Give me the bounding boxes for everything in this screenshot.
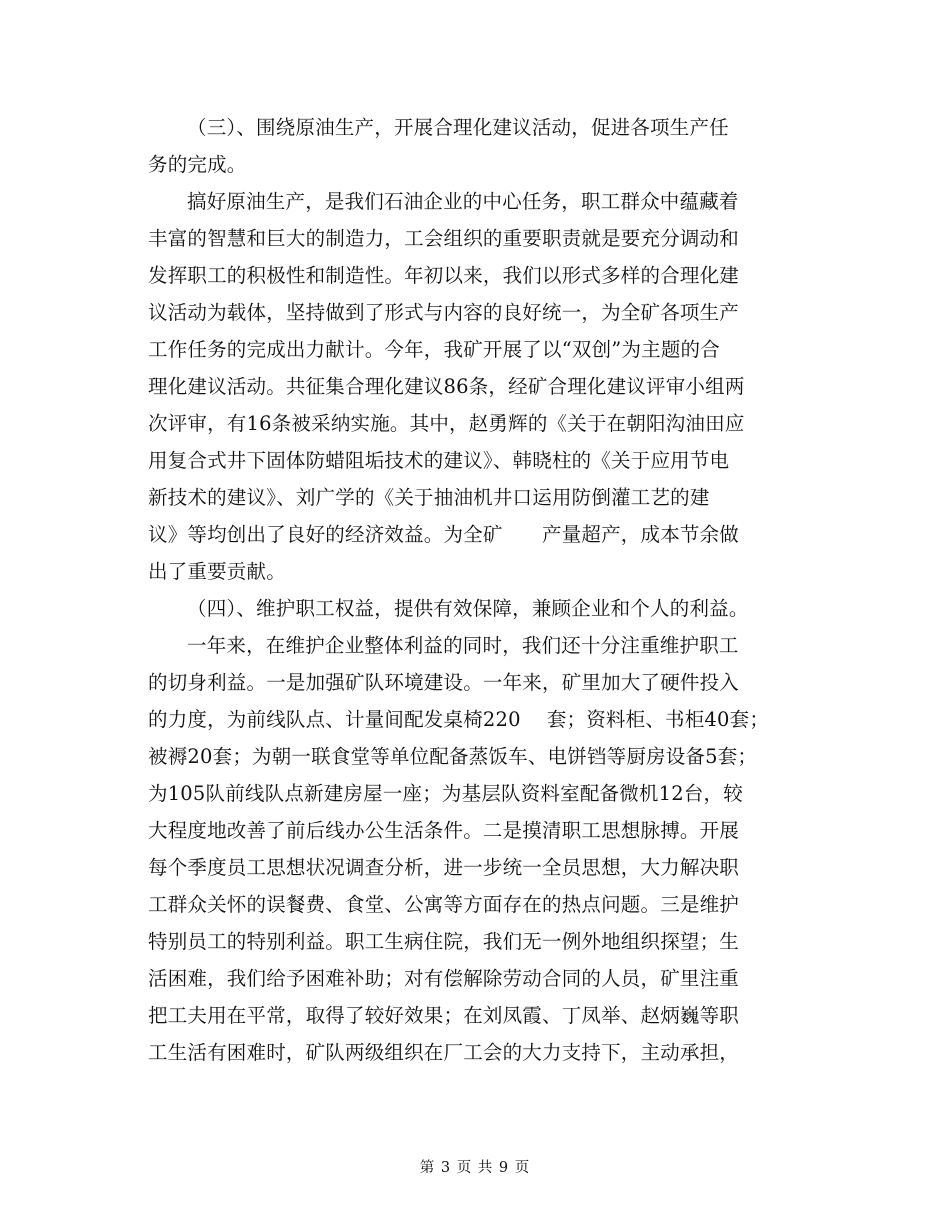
page-number-footer: 第 3 页 共 9 页	[419, 1160, 531, 1176]
paragraph-line: 活困难，我们给予困难补助；对有偿解除劳动合同的人员，矿里注重	[148, 967, 740, 990]
paragraph-line: 被褥20套；为朝一联食堂等单位配备蒸饭车、电饼铛等厨房设备5套；	[148, 745, 758, 768]
paragraph-line: 工作任务的完成出力献计。今年，我矿开展了以“双创”为主题的合	[148, 338, 720, 361]
paragraph-line: 的切身利益。一是加强矿队环境建设。一年来，矿里加大了硬件投入	[148, 671, 740, 694]
heading-section-3: （三）、围绕原油生产，开展合理化建议活动，促进各项生产任	[187, 116, 729, 139]
paragraph-line: 发挥职工的积极性和制造性。年初以来，我们以形式多样的合理化建	[148, 264, 740, 287]
heading-section-4: （四）、维护职工权益，提供有效保障，兼顾企业和个人的利益。	[187, 597, 749, 620]
paragraph-line: 大程度地改善了前后线办公生活条件。二是摸清职工思想脉搏。开展	[148, 819, 740, 842]
paragraph-line: 为105队前线队点新建房屋一座；为基层队资料室配备微机12台，较	[148, 782, 743, 805]
paragraph-line: 的力度，为前线队点、计量间配发桌椅220 套；资料柜、书柜40套；	[148, 708, 770, 731]
paragraph-line: 议》等均创出了良好的经济效益。为全矿 产量超产，成本节余做	[148, 523, 740, 546]
paragraph-line: 搞好原油生产，是我们石油企业的中心任务，职工群众中蕴藏着	[187, 190, 739, 213]
paragraph-line: 工群众关怀的误餐费、食堂、公寓等方面存在的热点问题。三是维护	[148, 893, 740, 916]
paragraph-line: 把工夫用在平常，取得了较好效果；在刘凤霞、丁凤举、赵炳巍等职	[148, 1004, 740, 1027]
paragraph-line: 丰富的智慧和巨大的制造力，工会组织的重要职责就是要充分调动和	[148, 227, 740, 250]
paragraph-line: 用复合式井下固体防蜡阻垢技术的建议》、韩晓柱的《关于应用节电	[148, 449, 730, 472]
paragraph-line: 出了重要贡献。	[148, 560, 286, 583]
paragraph-line: 次评审，有16条被采纳实施。其中，赵勇辉的《关于在朝阳沟油田应	[148, 412, 745, 435]
heading-section-3-cont: 务的完成。	[148, 153, 247, 176]
paragraph-line: 工生活有困难时，矿队两级组织在厂工会的大力支持下，主动承担，	[148, 1041, 740, 1064]
paragraph-line: 一年来，在维护企业整体利益的同时，我们还十分注重维护职工	[187, 634, 739, 657]
paragraph-line: 每个季度员工思想状况调查分析，进一步统一全员思想，大力解决职	[148, 856, 740, 879]
paragraph-line: 新技术的建议》、刘广学的《关于抽油机井口运用防倒灌工艺的建	[148, 486, 710, 509]
paragraph-line: 议活动为载体，坚持做到了形式与内容的良好统一，为全矿各项生产	[148, 301, 740, 324]
paragraph-line: 理化建议活动。共征集合理化建议86条，经矿合理化建议评审小组两	[148, 375, 745, 398]
paragraph-line: 特别员工的特别利益。职工生病住院，我们无一例外地组织探望；生	[148, 930, 740, 953]
